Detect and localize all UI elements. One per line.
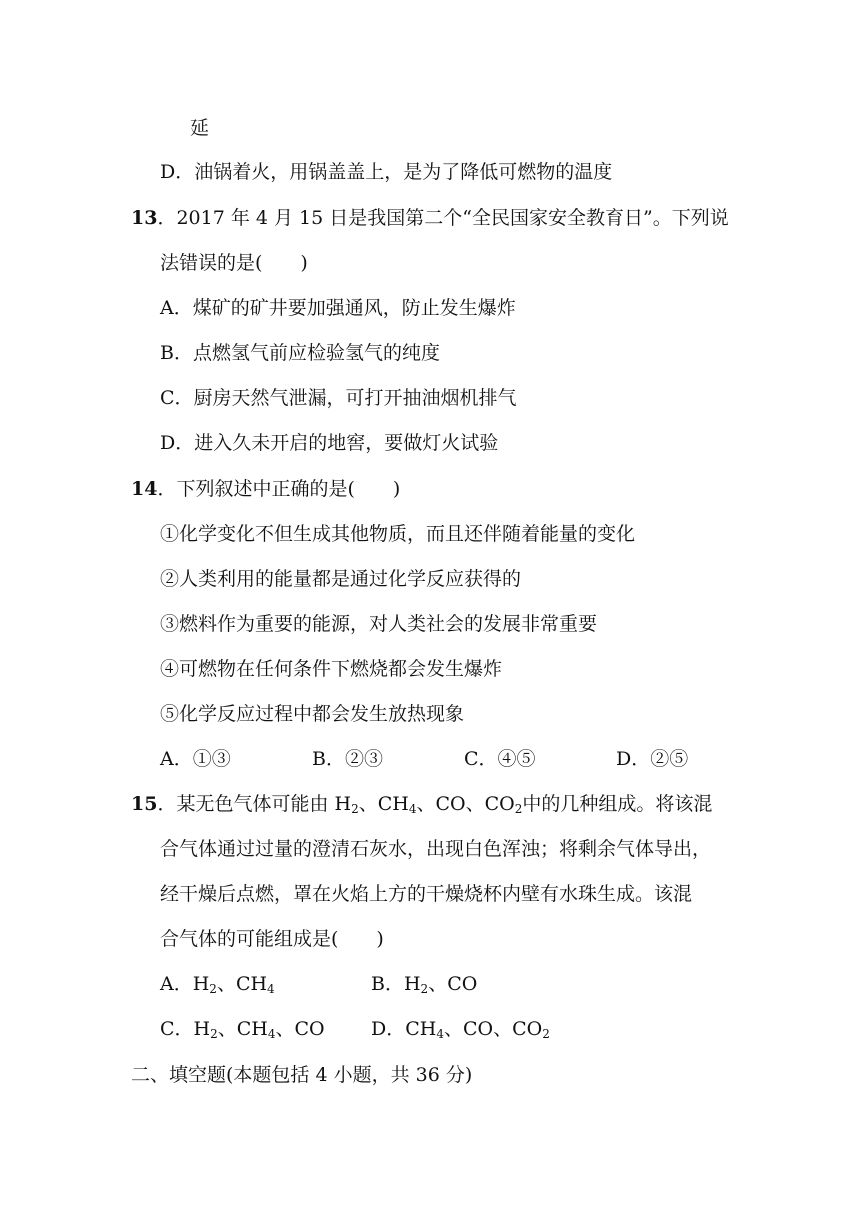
- q14-option-c: C．④⑤: [464, 748, 536, 770]
- q13-option-a: A．煤矿的矿井要加强通风，防止发生爆炸: [160, 297, 516, 319]
- q12-option-d: D．油锅着火，用锅盖盖上，是为了降低可燃物的温度: [160, 161, 613, 183]
- q13-option-b: B．点燃氢气前应检验氢气的纯度: [160, 342, 440, 364]
- q13-option-d: D．进入久未开启的地窖，要做灯火试验: [160, 432, 499, 454]
- q13-stem-line2: 法错误的是( ): [160, 252, 308, 274]
- q15-option-a: A．$H_2$、$CH_4$: [160, 973, 275, 996]
- q13-option-c: C．厨房天然气泄漏，可打开抽油烟机排气: [160, 387, 517, 409]
- q15-stem-line1: 15．某无色气体可能由 $H_2$、$CH_4$、CO、$CO_2$中的几种组成。将该混: [131, 793, 713, 816]
- q15-option-c: C．$H_2$、$CH_4$、CO: [160, 1018, 325, 1041]
- q14-statement-4: ④可燃物在任何条件下燃烧都会发生爆炸: [160, 658, 503, 680]
- q14-stem-text: ．下列叙述中正确的是( ): [157, 478, 401, 500]
- q14-option-d: D．②⑤: [616, 748, 689, 770]
- q14-statement-3: ③燃料作为重要的能源，对人类社会的发展非常重要: [160, 613, 598, 635]
- q14-statement-1: ①化学变化不但生成其他物质，而且还伴随着能量的变化: [160, 523, 636, 545]
- q13-number: 13: [131, 207, 158, 229]
- q12-continuation: 延: [190, 117, 210, 139]
- q15-stem-line3: 经干燥后点燃，罩在火焰上方的干燥烧杯内壁有水珠生成。该混: [160, 883, 693, 905]
- q14-stem: [131, 477, 400, 501]
- q14-number: 14: [131, 478, 158, 500]
- q14-option-a: A．①③: [160, 748, 231, 770]
- q15-option-d: D．$CH_4$、CO、$CO_2$: [371, 1018, 550, 1041]
- q14-option-b: B．②③: [312, 748, 383, 770]
- q14-statement-5: ⑤化学反应过程中都会发生放热现象: [160, 703, 465, 725]
- q13-stem-text: ．2017 年 4 月 15 日是我国第二个“全民国家安全教育日”。下列说: [157, 207, 729, 229]
- q15-stem-line4: 合气体的可能组成是( ): [160, 928, 384, 950]
- section-2-title: 二、填空题(本题包括 4 小题，共 36 分): [131, 1064, 473, 1086]
- q15-stem-line2: 合气体通过过量的澄清石灰水，出现白色浑浊；将剩余气体导出，: [160, 838, 712, 860]
- q14-statement-2: ②人类利用的能量都是通过化学反应获得的: [160, 568, 522, 590]
- q13-stem-line1: [131, 206, 729, 230]
- q15-number: 15: [131, 793, 158, 815]
- q15-option-b: B．$H_2$、CO: [371, 973, 478, 996]
